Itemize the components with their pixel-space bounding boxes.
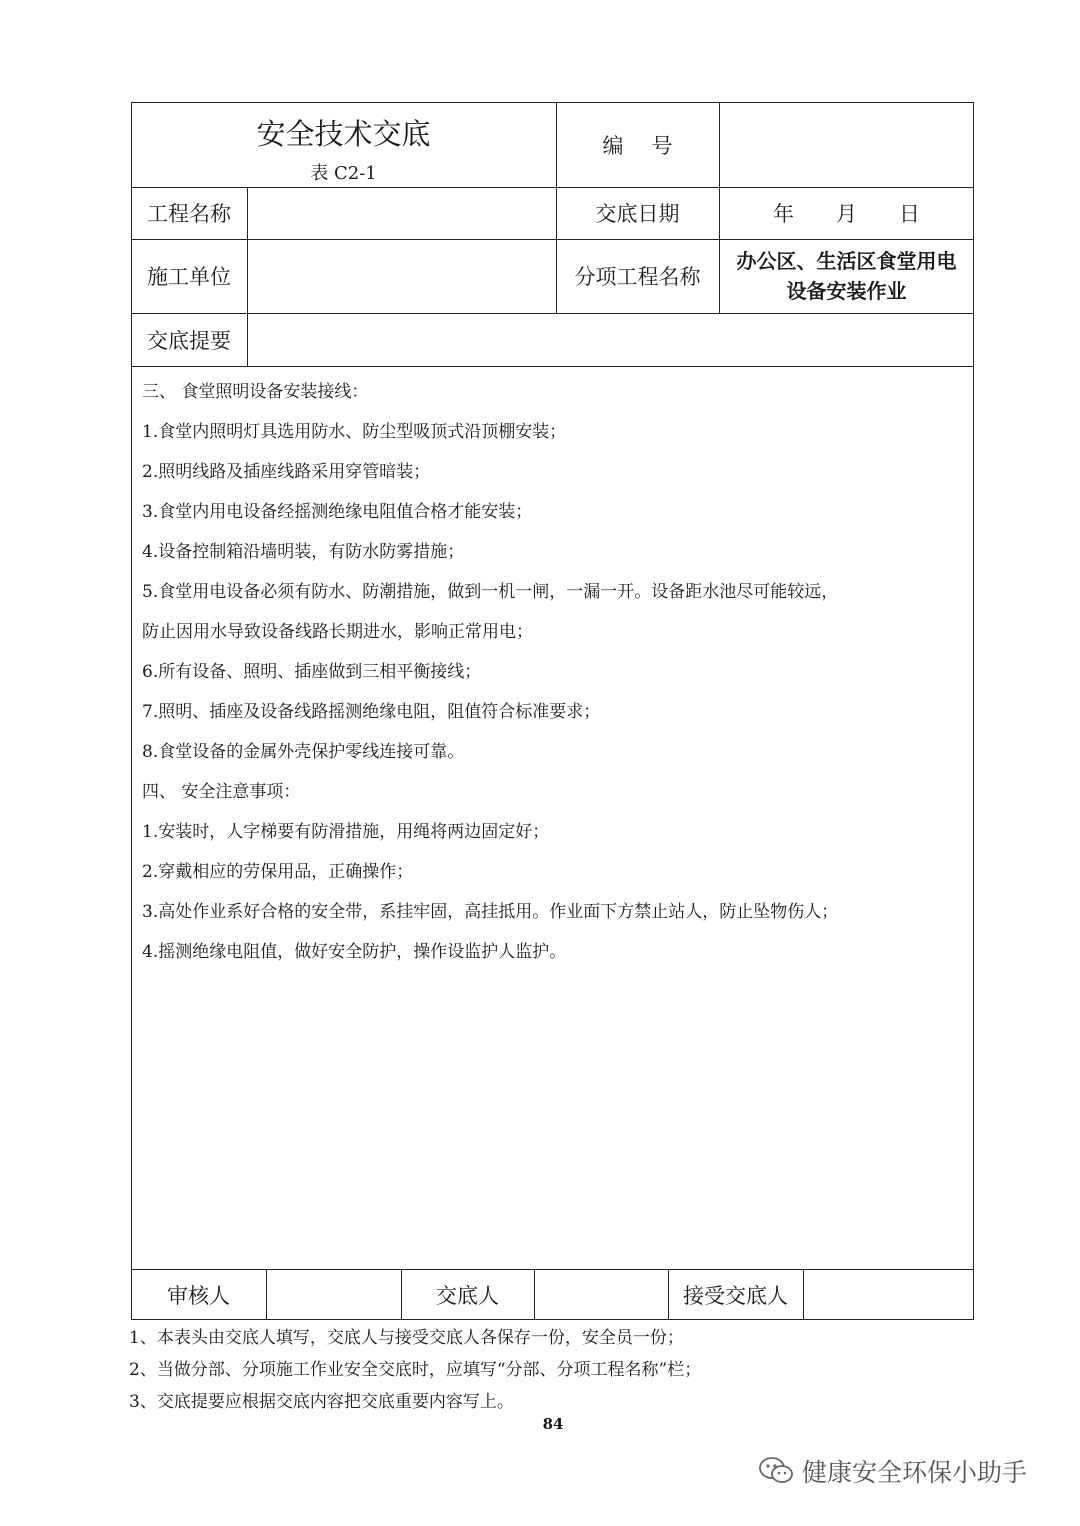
disclosure-content bbox=[142, 372, 962, 972]
receiver-label: 接受交底人 bbox=[683, 1283, 788, 1308]
content-line: 3.食堂内用电设备经摇测绝缘电阻值合格才能安装； bbox=[142, 502, 533, 522]
sub-project-name-label: 分项工程名称 bbox=[574, 265, 701, 289]
discloser-label: 交底人 bbox=[436, 1283, 499, 1308]
content-line: 四、 安全注意事项： bbox=[142, 782, 301, 802]
watermark-text: 健康安全环保小助手 bbox=[802, 1458, 1028, 1487]
content-line: 5.食堂用电设备必须有防水、防潮措施，做到一机一闸，一漏一开。设备距水池尽可能较远， bbox=[142, 582, 839, 602]
content-line: 2.照明线路及插座线路采用穿管暗装； bbox=[142, 462, 431, 482]
page-number: 84 bbox=[542, 1415, 564, 1433]
content-line: 7.照明、插座及设备线路摇测绝缘电阻，阻值符合标准要求； bbox=[142, 702, 601, 722]
content-line: 防止因用水导致设备线路长期进水，影响正常用电； bbox=[142, 622, 533, 642]
content-line: 4.设备控制箱沿墙明装，有防水防雾措施； bbox=[142, 542, 465, 562]
project-name-label: 工程名称 bbox=[147, 202, 231, 226]
content-line: 8.食堂设备的金属外壳保护零线连接可靠。 bbox=[142, 742, 465, 762]
reviewer-value[interactable] bbox=[266, 1269, 401, 1320]
disclosure-date-value[interactable]: 年 月 日 bbox=[773, 202, 920, 226]
form-notes bbox=[129, 1322, 701, 1418]
row-divider bbox=[131, 366, 974, 367]
project-name-value[interactable] bbox=[247, 187, 556, 239]
disclosure-summary-value[interactable] bbox=[247, 313, 974, 366]
content-line: 三、 食堂照明设备安装接线： bbox=[142, 382, 369, 402]
sub-project-name-line: 办公区、生活区食堂用电 bbox=[736, 249, 957, 273]
construction-unit-label: 施工单位 bbox=[147, 265, 231, 289]
reviewer-label: 审核人 bbox=[167, 1283, 230, 1308]
construction-unit-value[interactable] bbox=[247, 239, 556, 313]
note-line: 3、交底提要应根据交底内容把交底重要内容写上。 bbox=[129, 1392, 514, 1412]
sub-project-name-value[interactable] bbox=[719, 239, 974, 313]
content-line: 6.所有设备、照明、插座做到三相平衡接线； bbox=[142, 662, 482, 682]
content-line: 2.穿戴相应的劳保用品，正确操作； bbox=[142, 862, 414, 882]
disclosure-date-label: 交底日期 bbox=[595, 202, 680, 226]
number-label: 编号 bbox=[602, 133, 701, 158]
disclosure-summary-label: 交底提要 bbox=[147, 328, 231, 353]
form-number: 表 C2-1 bbox=[310, 163, 377, 184]
form-title: 安全技术交底 bbox=[256, 116, 431, 151]
number-value[interactable] bbox=[719, 102, 974, 187]
sub-project-name-line: 设备安装作业 bbox=[786, 279, 907, 303]
content-line: 4.摇测绝缘电阻值，做好安全防护，操作设监护人监护。 bbox=[142, 942, 567, 962]
wechat-watermark bbox=[758, 1453, 1027, 1489]
wechat-icon bbox=[758, 1456, 794, 1486]
content-line: 1.安装时，人字梯要有防滑措施，用绳将两边固定好； bbox=[142, 822, 550, 842]
discloser-value[interactable] bbox=[534, 1269, 668, 1320]
content-line: 1.食堂内照明灯具选用防水、防尘型吸顶式沿顶棚安装； bbox=[142, 422, 567, 442]
note-line: 1、本表头由交底人填写，交底人与接受交底人各保存一份，安全员一份； bbox=[129, 1328, 684, 1348]
content-line: 3.高处作业系好合格的安全带，系挂牢固，高挂抵用。作业面下方禁止站人，防止坠物伤人； bbox=[142, 902, 839, 922]
receiver-value[interactable] bbox=[803, 1269, 974, 1320]
note-line: 2、当做分部、分项施工作业安全交底时，应填写“分部、分项工程名称”栏； bbox=[129, 1360, 702, 1380]
